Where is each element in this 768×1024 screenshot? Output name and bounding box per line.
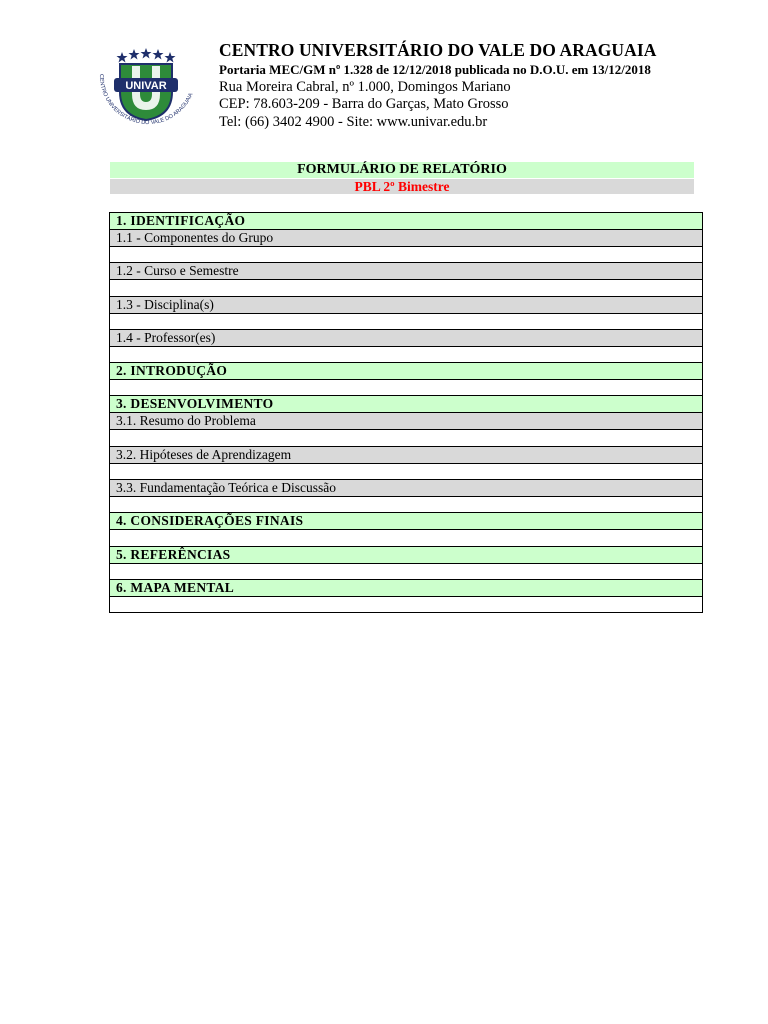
form-row xyxy=(110,329,703,346)
section-header: 4. CONSIDERAÇÕES FINAIS xyxy=(110,513,703,530)
form-row xyxy=(110,213,703,230)
subsection-label: 3.1. Resumo do Problema xyxy=(110,413,703,430)
answer-field[interactable] xyxy=(110,430,703,446)
form-row xyxy=(110,296,703,313)
answer-field[interactable] xyxy=(110,563,703,579)
section-header: 5. REFERÊNCIAS xyxy=(110,546,703,563)
subsection-label: 1.3 - Disciplina(s) xyxy=(110,296,703,313)
form-row xyxy=(110,313,703,329)
form-row xyxy=(110,579,703,596)
subsection-label: 1.4 - Professor(es) xyxy=(110,329,703,346)
form-row xyxy=(110,247,703,263)
form-row xyxy=(110,530,703,546)
form-row xyxy=(110,446,703,463)
form-title: FORMULÁRIO DE RELATÓRIO xyxy=(110,162,694,178)
subsection-label: 1.2 - Curso e Semestre xyxy=(110,263,703,280)
section-header: 2. INTRODUÇÃO xyxy=(110,363,703,380)
form-subtitle: PBL 2º Bimestre xyxy=(110,179,694,194)
answer-field[interactable] xyxy=(110,596,703,612)
form-row xyxy=(110,497,703,513)
institution-header xyxy=(219,42,657,132)
form-row xyxy=(110,263,703,280)
answer-field[interactable] xyxy=(110,247,703,263)
form-row xyxy=(110,280,703,296)
institution-name: CENTRO UNIVERSITÁRIO DO VALE DO ARAGUAIA xyxy=(219,40,657,60)
stars-icon xyxy=(117,48,176,63)
section-header: 3. DESENVOLVIMENTO xyxy=(110,396,703,413)
answer-field[interactable] xyxy=(110,280,703,296)
form-row xyxy=(110,563,703,579)
answer-field[interactable] xyxy=(110,313,703,329)
form-row xyxy=(110,546,703,563)
form-row xyxy=(110,413,703,430)
section-header: 6. MAPA MENTAL xyxy=(110,579,703,596)
form-row xyxy=(110,463,703,479)
form-row xyxy=(110,380,703,396)
address-line: Rua Moreira Cabral, nº 1.000, Domingos Mariano xyxy=(219,78,511,95)
subsection-label: 1.1 - Componentes do Grupo xyxy=(110,230,703,247)
portaria-line: Portaria MEC/GM nº 1.328 de 12/12/2018 publicada no D.O.U. em 13/12/2018 xyxy=(219,61,651,77)
form-row xyxy=(110,513,703,530)
answer-field[interactable] xyxy=(110,497,703,513)
form-row xyxy=(110,396,703,413)
univar-logo xyxy=(92,44,200,136)
answer-field[interactable] xyxy=(110,463,703,479)
form-row xyxy=(110,230,703,247)
answer-field[interactable] xyxy=(110,380,703,396)
subsection-label: 3.3. Fundamentação Teórica e Discussão xyxy=(110,480,703,497)
cep-line: CEP: 78.603-209 - Barra do Garças, Mato Grosso xyxy=(219,96,509,112)
section-header: 1. IDENTIFICAÇÃO xyxy=(110,213,703,230)
subsection-label: 3.2. Hipóteses de Aprendizagem xyxy=(110,446,703,463)
form-row xyxy=(110,346,703,362)
logo-ring-text: CENTRO UNIVERSITÁRIO DO VALE DO ARAGUAIA xyxy=(97,73,195,127)
answer-field[interactable] xyxy=(110,530,703,546)
form-row xyxy=(110,596,703,612)
contact-line: Tel: (66) 3402 4900 - Site: www.univar.edu.br xyxy=(219,113,488,130)
report-form-table xyxy=(109,212,703,613)
form-row xyxy=(110,480,703,497)
form-row xyxy=(110,430,703,446)
form-row xyxy=(110,363,703,380)
answer-field[interactable] xyxy=(110,346,703,362)
logo-text: UNIVAR xyxy=(125,80,167,92)
